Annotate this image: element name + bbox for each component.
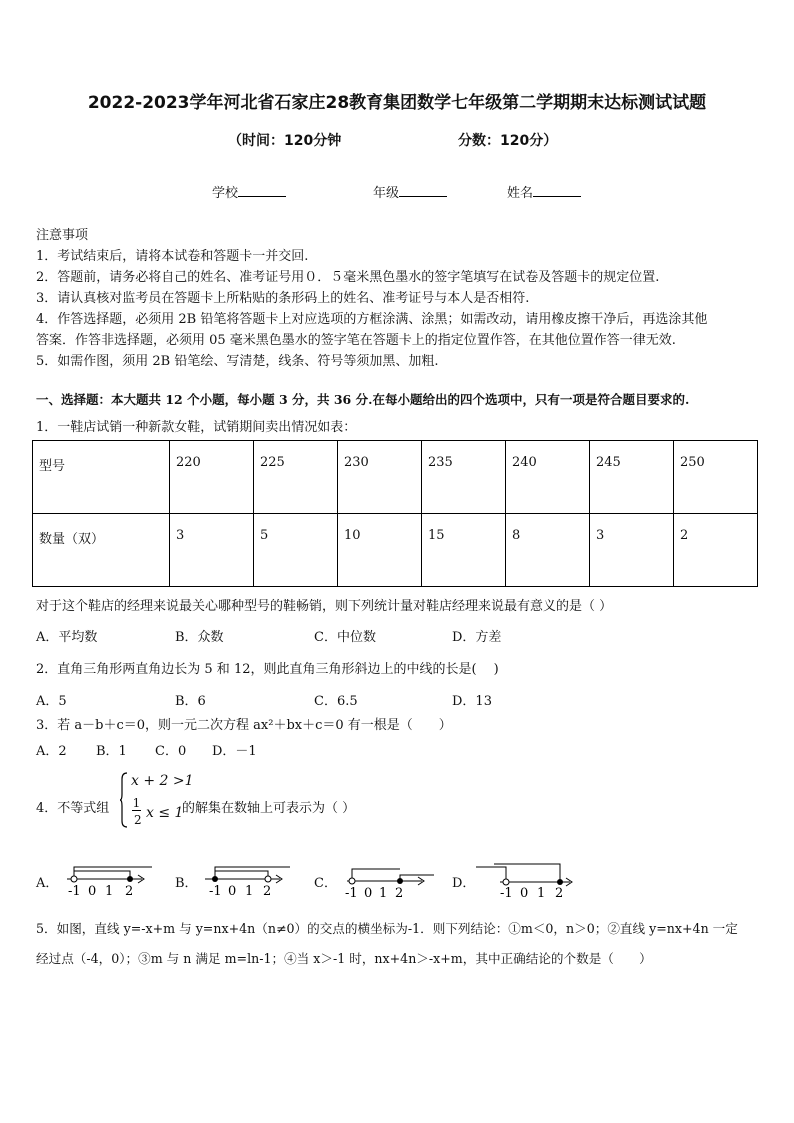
q4-prefix: 4．不等式组	[36, 801, 110, 816]
table-cell: 15	[422, 514, 506, 587]
q4-option-c[interactable]: C．	[314, 876, 337, 891]
q3-option-d[interactable]: D．－1	[212, 744, 257, 759]
tick-label: -1	[345, 886, 358, 898]
table-cell: 245	[590, 441, 674, 514]
table-cell: 250	[674, 441, 758, 514]
number-line-b	[200, 862, 290, 896]
note-item: 5．如需作图，须用 2B 铅笔绘、写清楚，线条、符号等须加黑、加粗.	[36, 354, 439, 369]
brace	[119, 772, 128, 828]
table-cell: 数量（双）	[33, 514, 170, 587]
table-cell: 235	[422, 441, 506, 514]
number-line-a	[62, 862, 152, 896]
inequality-1: x + 2 >1	[131, 773, 194, 789]
q1-option-a[interactable]: A．平均数	[36, 630, 98, 645]
q1-option-d[interactable]: D．方差	[452, 630, 502, 645]
grade-field[interactable]: 年级	[373, 182, 447, 201]
tick-label: 1	[105, 884, 114, 896]
q5-text-line: 5．如图，直线 y=-x+m 与 y=nx+4n（n≠0）的交点的横坐标为-1．则下列结论：①m＜0，n＞0；②直线 y=nx+4n 一定	[36, 921, 738, 936]
table-row	[33, 441, 758, 514]
table-cell: 3	[590, 514, 674, 587]
tick-label: 0	[364, 886, 373, 898]
table-cell: 型号	[33, 441, 170, 514]
q3-option-c[interactable]: C．0	[155, 744, 187, 759]
page-title: 2022-2023学年河北省石家庄28教育集团数学七年级第二学期期末达标测试试题	[87, 93, 707, 113]
table-cell: 5	[254, 514, 338, 587]
q2-option-a[interactable]: A．5	[36, 694, 67, 709]
exam-time: （时间：120分钟	[228, 133, 342, 149]
tick-label: 1	[245, 884, 254, 896]
section-heading: 一、选择题：本大题共 12 个小题，每小题 3 分，共 36 分.在每小题给出的四个选项中，只有一项是符合题目要求的.	[36, 392, 690, 407]
table-cell: 240	[506, 441, 590, 514]
tick-label: -1	[500, 886, 513, 898]
tick-label: -1	[209, 884, 222, 896]
tick-label: -1	[68, 884, 81, 896]
q4-suffix: 的解集在数轴上可表示为（ ）	[182, 801, 356, 816]
tick-label: 2	[125, 884, 134, 896]
q3-text: 3．若 a－b＋c＝0，则一元二次方程 ax²＋bx＋c＝0 有一根是（ ）	[36, 718, 452, 733]
fraction-numerator: 1	[132, 796, 141, 810]
inequality-2: x ≤ 1	[146, 805, 184, 821]
sales-table	[32, 440, 758, 587]
tick-label: 1	[537, 886, 546, 898]
q2-option-b[interactable]: B．6	[175, 694, 206, 709]
table-cell: 2	[674, 514, 758, 587]
tick-label: 0	[520, 886, 529, 898]
name-field[interactable]: 姓名	[507, 182, 581, 201]
q3-option-b[interactable]: B．1	[96, 744, 127, 759]
q1-option-c[interactable]: C．中位数	[314, 630, 376, 645]
q4-option-d[interactable]: D．	[452, 876, 476, 891]
table-cell: 3	[170, 514, 254, 587]
number-line-d	[472, 862, 582, 898]
q4-option-b[interactable]: B．	[175, 876, 198, 891]
notes-title: 注意事项	[36, 228, 89, 243]
tick-label: 1	[379, 886, 388, 898]
q2-text: 2．直角三角形两直角边长为 5 和 12，则此直角三角形斜边上的中线的长是( )	[36, 662, 499, 677]
tick-label: 2	[555, 886, 564, 898]
table-cell: 8	[506, 514, 590, 587]
exam-score: 分数：120分）	[458, 133, 558, 149]
fraction-denominator: 2	[134, 813, 142, 827]
table-cell: 225	[254, 441, 338, 514]
note-item: 2．答题前，请务必将自己的姓名、准考证号用０．５毫米黑色墨水的签字笔填写在试卷及答题卡的规定位置.	[36, 270, 660, 285]
note-item: 1．考试结束后，请将本试卷和答题卡一并交回.	[36, 249, 309, 264]
q5-text-line: 经过点（-4，0）；③m 与 n 满足 m=ln-1；④当 x＞-1 时，nx+4n＞-x+m，其中正确结论的个数是（ ）	[36, 951, 652, 966]
tick-label: 0	[88, 884, 97, 896]
q2-option-c[interactable]: C．6.5	[314, 694, 358, 709]
q4-option-a[interactable]: A．	[36, 876, 59, 891]
table-row	[33, 514, 758, 587]
table-cell: 230	[338, 441, 422, 514]
tick-label: 2	[395, 886, 404, 898]
q3-option-a[interactable]: A．2	[36, 744, 67, 759]
tick-label: 0	[228, 884, 237, 896]
q1-text: 1．一鞋店试销一种新款女鞋，试销期间卖出情况如表：	[36, 420, 357, 435]
note-item: 3．请认真核对监考员在答题卡上所粘贴的条形码上的姓名、准考证号与本人是否相符.	[36, 291, 530, 306]
school-field[interactable]: 学校	[212, 182, 286, 201]
number-line-c	[342, 864, 437, 898]
table-cell: 10	[338, 514, 422, 587]
tick-label: 2	[263, 884, 272, 896]
q1-question: 对于这个鞋店的经理来说最关心哪种型号的鞋畅销，则下列统计量对鞋店经理来说最有意义的是（ ）	[36, 599, 613, 614]
table-cell: 220	[170, 441, 254, 514]
q1-option-b[interactable]: B．众数	[175, 630, 224, 645]
note-item: 答案．作答非选择题，必须用 05 毫米黑色墨水的签字笔在答题卡上的指定位置作答，在其他位置作答一律无效.	[36, 333, 676, 348]
note-item: 4．作答选择题，必须用 2B 铅笔将答题卡上对应选项的方框涂满、涂黑；如需改动，请用橡皮擦干净后，再选涂其他	[36, 312, 708, 327]
q2-option-d[interactable]: D．13	[452, 694, 492, 709]
